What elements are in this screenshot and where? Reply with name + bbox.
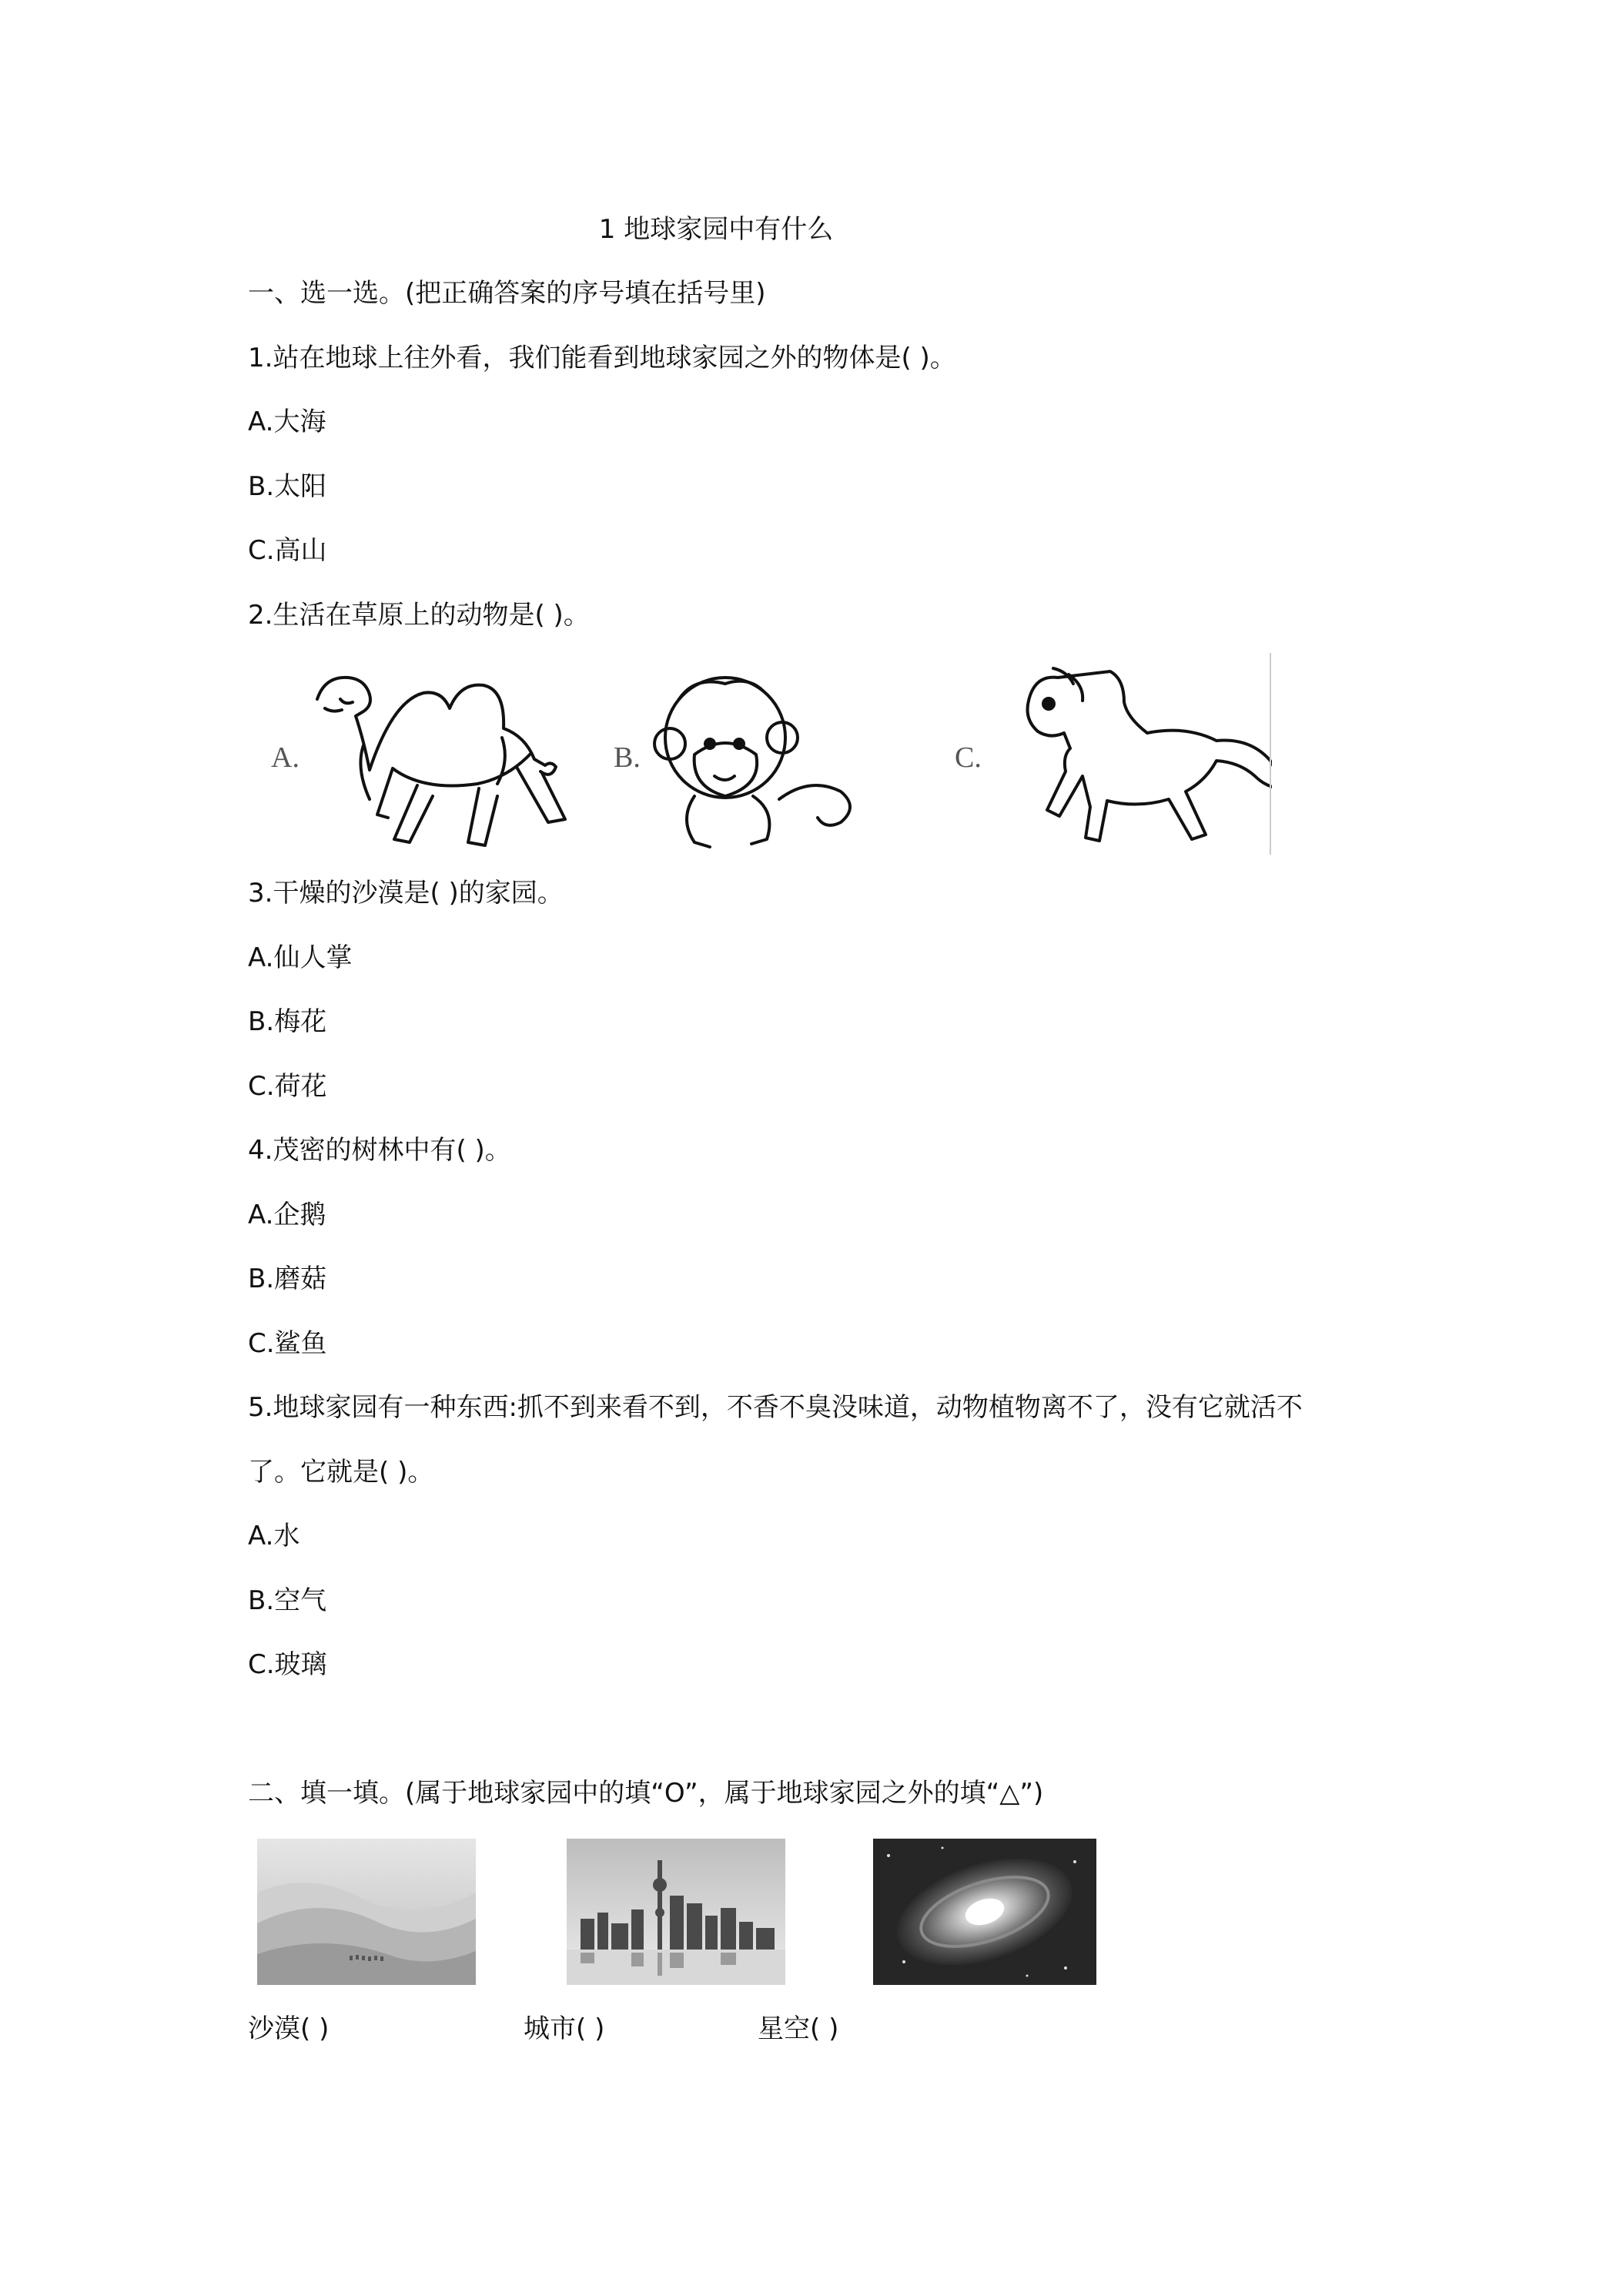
horse-icon (1028, 668, 1273, 841)
camel-icon (317, 678, 565, 845)
page-title: 1 地球家园中有什么 (598, 214, 834, 245)
question-2-stem: 2.生活在草原上的动物是( )。 (248, 600, 590, 631)
question-5-option-b: B.空气 (248, 1585, 327, 1616)
question-1-option-a: A.大海 (248, 407, 326, 437)
monkey-icon (654, 678, 850, 847)
option-b-label: B. (614, 741, 641, 774)
question-3-option-c: C.荷花 (248, 1071, 327, 1102)
question-4-stem: 4.茂密的树林中有( )。 (248, 1135, 511, 1166)
question-3-option-b: B.梅花 (248, 1006, 327, 1037)
city-caption: 城市( ) (524, 2013, 605, 2044)
option-c-label: C. (955, 741, 982, 774)
question-4-option-b: B.磨菇 (248, 1263, 327, 1294)
question-3-option-a: A.仙人掌 (248, 942, 353, 973)
question-1-option-b: B.太阳 (248, 471, 327, 502)
question-4-option-c: C.鲨鱼 (248, 1328, 327, 1359)
question-5-stem-line-2: 了。它就是( )。 (248, 1457, 434, 1488)
section-2-heading: 二、填一填。(属于地球家园中的填“O”，属于地球家园之外的填“△”) (248, 1778, 1044, 1809)
city-photo-icon (567, 1839, 785, 1985)
starry-sky-caption: 星空( ) (758, 2013, 839, 2044)
question-5-option-a: A.水 (248, 1521, 300, 1551)
question-1-stem: 1.站在地球上往外看，我们能看到地球家园之外的物体是( )。 (248, 343, 956, 373)
question-5-option-c: C.玻璃 (248, 1649, 327, 1680)
option-a-label: A. (271, 741, 300, 774)
galaxy-photo-icon (873, 1839, 1096, 1985)
desert-caption: 沙漠( ) (248, 2013, 330, 2044)
section-1-heading: 一、选一选。(把正确答案的序号填在括号里) (248, 278, 766, 309)
desert-photo-icon (257, 1839, 476, 1985)
question-5-stem-line-1: 5.地球家园有一种东西:抓不到来看不到，不香不臭没味道，动物植物离不了，没有它就活不 (248, 1392, 1303, 1423)
question-1-option-c: C.高山 (248, 535, 327, 566)
question-4-option-a: A.企鹅 (248, 1200, 326, 1230)
question-2-image-strip (248, 653, 1272, 855)
question-3-stem: 3.干燥的沙漠是( )的家园。 (248, 878, 564, 909)
